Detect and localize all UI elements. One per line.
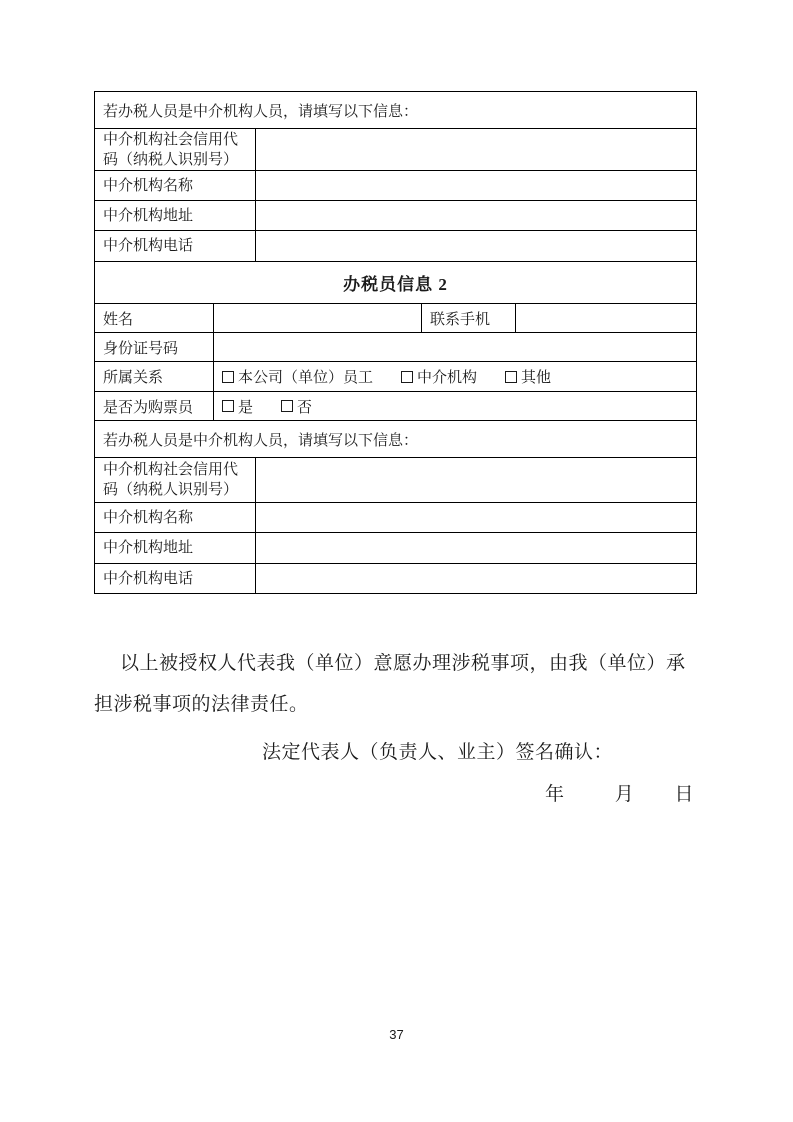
date-year-label: 年 bbox=[545, 784, 565, 805]
tax-agent-form-table bbox=[94, 91, 697, 594]
agency1-credit-code-label: 中介机构社会信用代码（纳税人识别号） bbox=[103, 131, 239, 168]
agency2-address-field[interactable] bbox=[255, 533, 696, 563]
relation-options-cell bbox=[213, 362, 696, 391]
ticket-buyer-options-cell bbox=[213, 392, 696, 420]
agency1-address-field[interactable] bbox=[255, 201, 696, 230]
agency1-phone-label: 中介机构电话 bbox=[103, 238, 194, 254]
mobile-label: 联系手机 bbox=[421, 304, 515, 332]
declaration-line-1: 以上被授权人代表我（单位）意愿办理涉税事项，由我（单位）承 bbox=[120, 653, 686, 674]
table-row bbox=[95, 420, 696, 457]
agency2-credit-code-label: 中介机构社会信用代码（纳税人识别号） bbox=[103, 462, 239, 498]
agency-note-1: 若办税人员是中介机构人员，请填写以下信息： bbox=[103, 103, 419, 120]
agency2-phone-label: 中介机构电话 bbox=[103, 570, 194, 587]
signature-confirmation-label: 法定代表人（负责人、业主）签名确认： bbox=[262, 742, 614, 763]
mobile-field[interactable] bbox=[515, 304, 696, 332]
agency2-credit-code-field[interactable] bbox=[255, 458, 696, 502]
table-row bbox=[95, 128, 696, 170]
table-row bbox=[95, 261, 696, 303]
checkbox-icon bbox=[222, 400, 234, 412]
date-month-label: 月 bbox=[614, 784, 634, 805]
table-row bbox=[95, 200, 696, 230]
agency2-name-label: 中介机构名称 bbox=[103, 509, 194, 526]
checkbox-option-intermediary-agency[interactable] bbox=[401, 366, 477, 387]
id-number-label: 身份证号码 bbox=[103, 340, 179, 357]
checkbox-label: 本公司（单位）员工 bbox=[238, 370, 374, 386]
table-row bbox=[95, 391, 696, 420]
checkbox-label: 否 bbox=[297, 399, 313, 416]
date-day-label: 日 bbox=[674, 784, 694, 805]
checkbox-option-company-employee[interactable] bbox=[222, 366, 373, 387]
agency1-phone-field[interactable] bbox=[255, 231, 696, 261]
agency2-phone-field[interactable] bbox=[255, 564, 696, 593]
table-row bbox=[95, 332, 696, 361]
checkbox-option-other[interactable] bbox=[505, 366, 551, 387]
checkbox-icon bbox=[505, 371, 517, 383]
checkbox-icon bbox=[222, 371, 234, 383]
ticket-buyer-label: 是否为购票员 bbox=[103, 399, 194, 416]
table-row bbox=[95, 457, 696, 502]
name-field[interactable] bbox=[213, 304, 421, 332]
checkbox-icon bbox=[401, 371, 413, 383]
agency1-name-label: 中介机构名称 bbox=[103, 177, 194, 194]
table-row bbox=[95, 303, 696, 332]
agency2-name-field[interactable] bbox=[255, 503, 696, 532]
relation-label: 所属关系 bbox=[103, 370, 164, 386]
checkbox-label: 中介机构 bbox=[417, 370, 478, 386]
table-row bbox=[95, 170, 696, 200]
checkbox-option-no[interactable] bbox=[281, 396, 312, 417]
declaration-line-2: 担涉税事项的法律责任。 bbox=[94, 694, 309, 715]
id-number-field[interactable] bbox=[213, 333, 696, 361]
table-row bbox=[95, 563, 696, 593]
checkbox-option-yes[interactable] bbox=[222, 396, 253, 417]
agency1-name-field[interactable] bbox=[255, 171, 696, 200]
agency1-credit-code-field[interactable] bbox=[255, 129, 696, 170]
page-number: 37 bbox=[389, 1027, 404, 1042]
agency2-address-label: 中介机构地址 bbox=[103, 540, 194, 556]
agency-note-2: 若办税人员是中介机构人员，请填写以下信息： bbox=[103, 432, 419, 449]
date-line bbox=[545, 779, 694, 806]
table-row bbox=[95, 230, 696, 261]
checkbox-icon bbox=[281, 400, 293, 412]
table-row bbox=[95, 92, 696, 128]
checkbox-label: 其他 bbox=[521, 370, 552, 386]
table-row bbox=[95, 502, 696, 532]
agency1-address-label: 中介机构地址 bbox=[103, 207, 194, 224]
table-row bbox=[95, 361, 696, 391]
section-title: 办税员信息 2 bbox=[343, 275, 448, 294]
table-row bbox=[95, 532, 696, 563]
checkbox-label: 是 bbox=[238, 399, 254, 416]
name-label: 姓名 bbox=[103, 311, 134, 328]
